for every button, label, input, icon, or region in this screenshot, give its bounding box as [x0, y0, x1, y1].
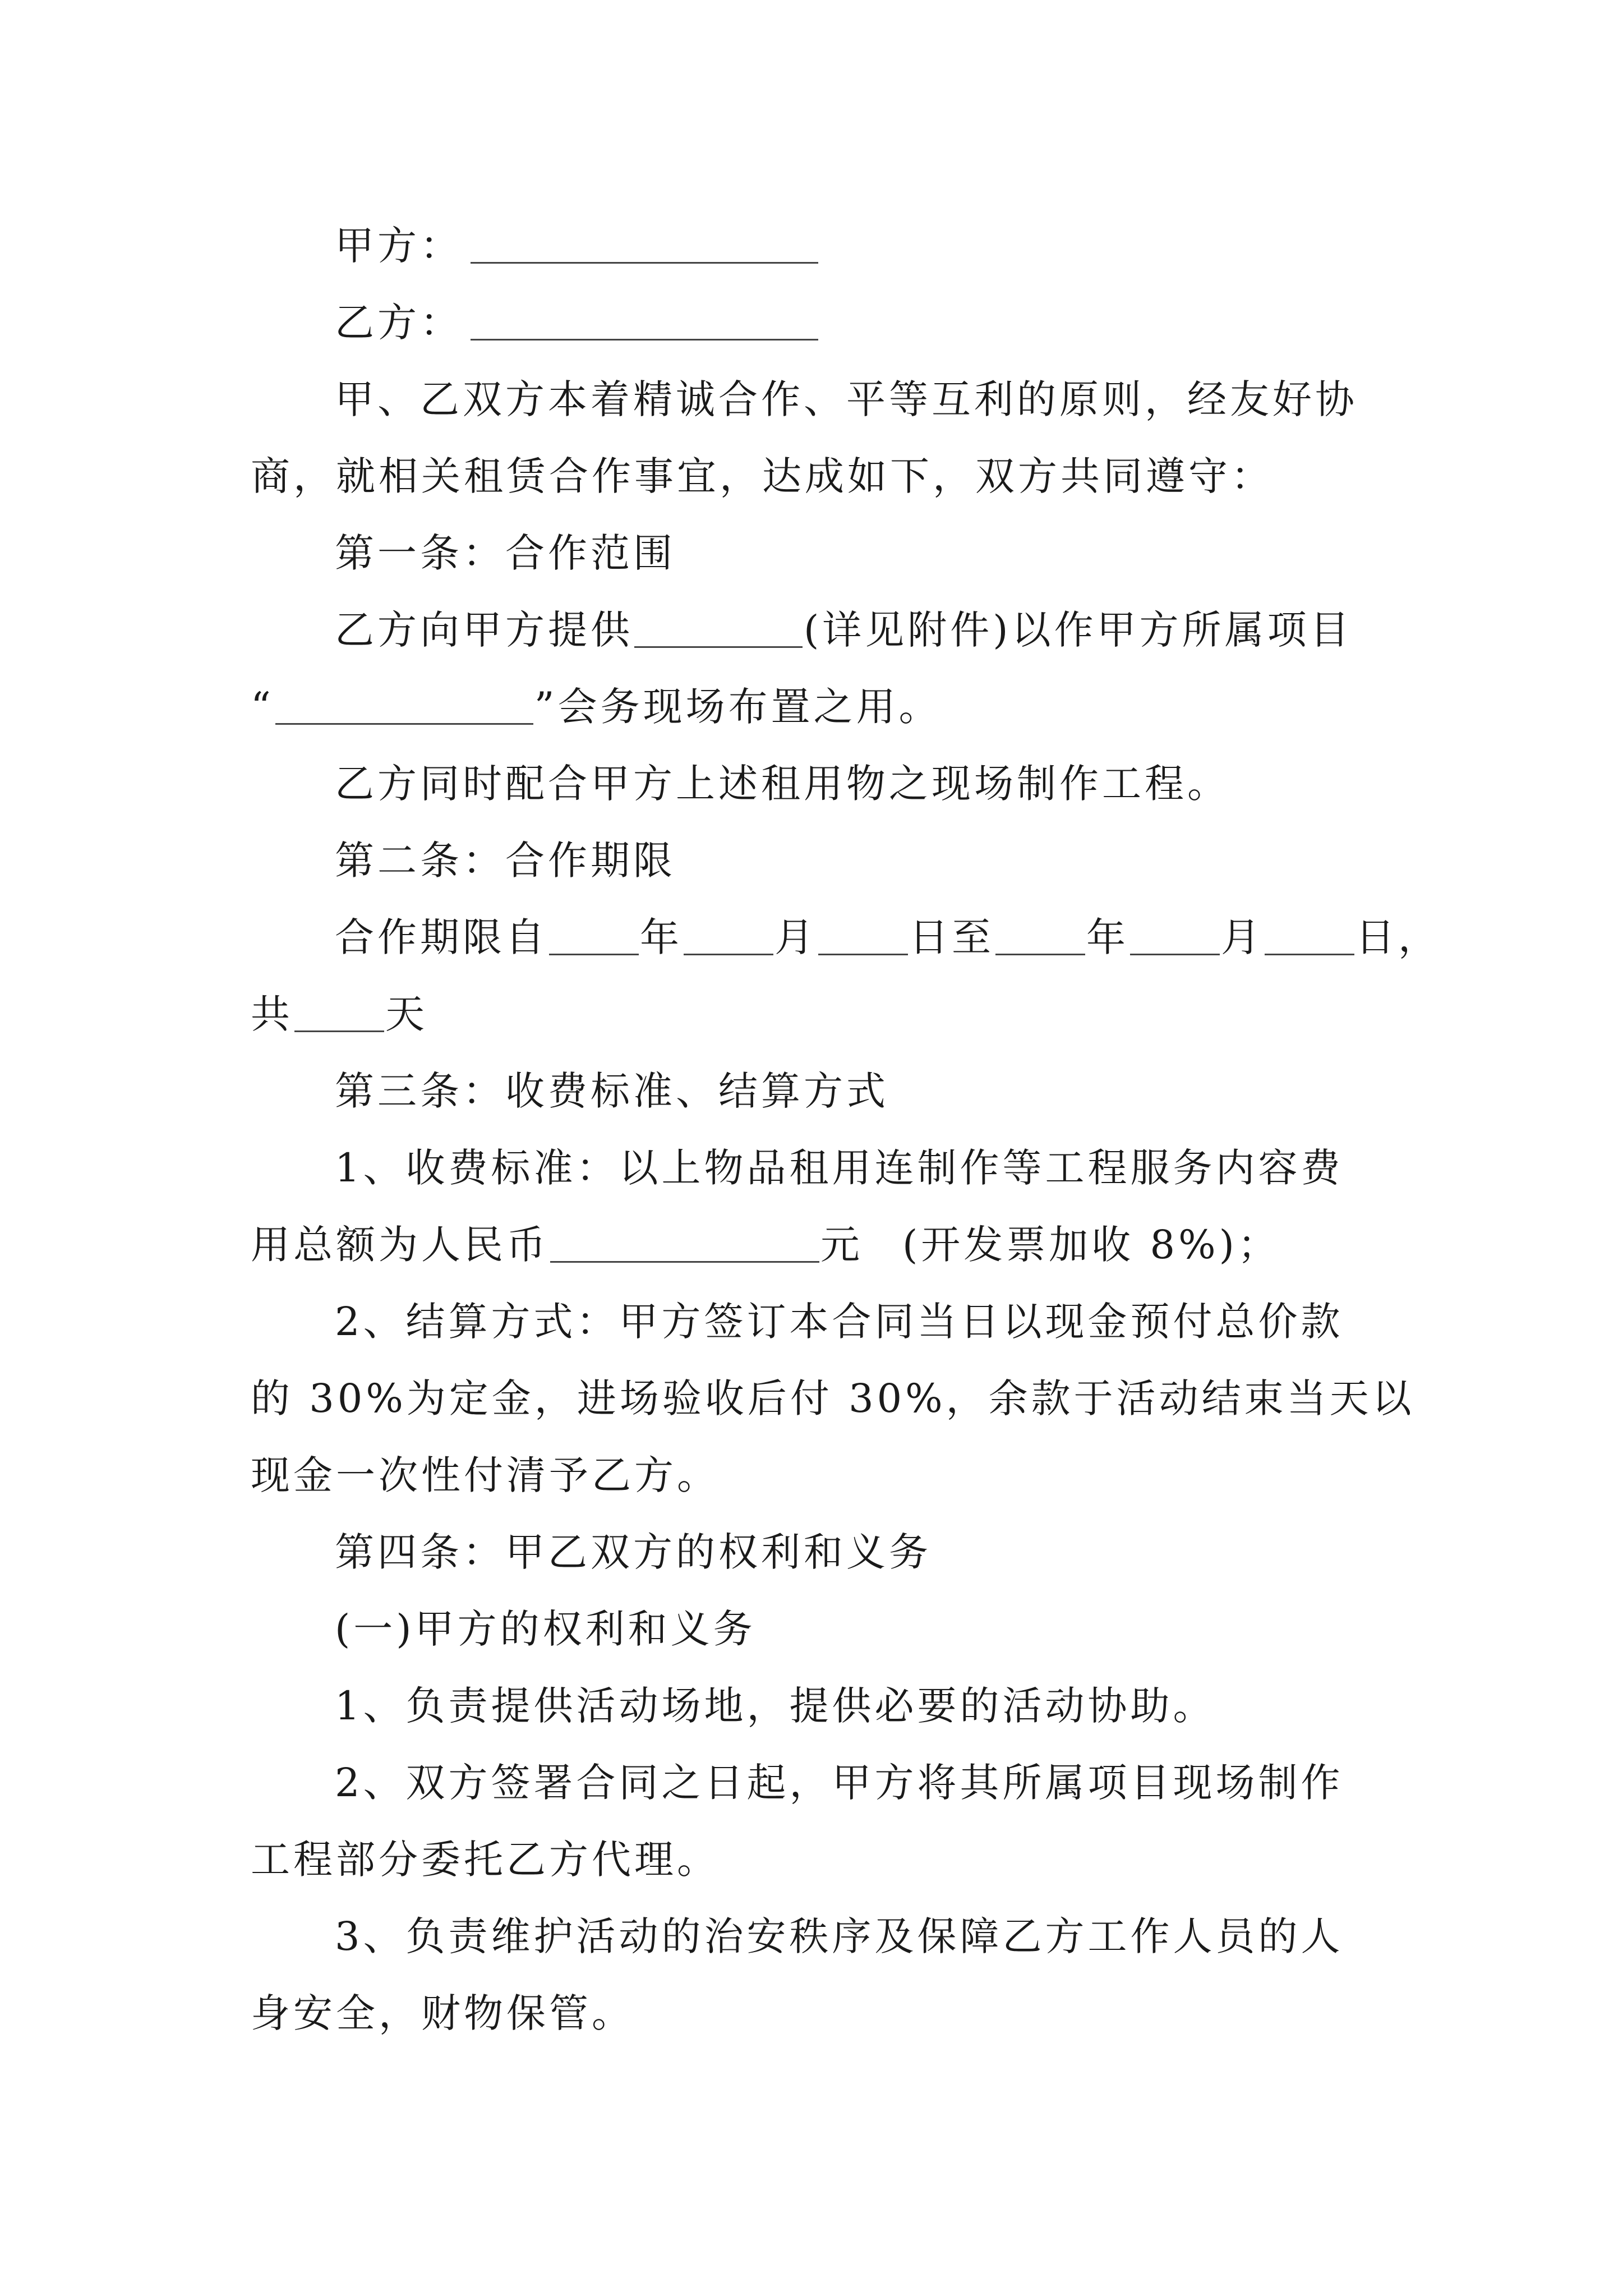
article-4-item-1: 1、负责提供活动场地，提供必要的活动协助。	[335, 1683, 1216, 1729]
article-2-title: 第二条：合作期限	[335, 838, 676, 884]
end-month-blank	[1130, 954, 1220, 955]
item-blank	[634, 646, 803, 648]
intro-line-1: 甲、乙双方本着精诚合作、平等互利的原则，经友好协	[335, 376, 1358, 422]
article-3-para-2-line-3: 现金一次性付清予乙方。	[251, 1452, 720, 1498]
event-name-blank	[275, 723, 533, 725]
text-segment: 月	[774, 914, 817, 960]
text-segment: 合作期限自	[335, 914, 548, 960]
start-year-blank	[549, 954, 639, 955]
text-segment: 共	[251, 991, 293, 1037]
article-3-para-2-line-1: 2、结算方式：甲方签订本合同当日以现金预付总价款	[335, 1299, 1344, 1345]
article-4-title: 第四条：甲乙双方的权利和义务	[335, 1529, 932, 1575]
party-a-blank	[471, 262, 818, 264]
text-segment: 年	[1086, 914, 1129, 960]
text-segment: (开发票加收 8%)；	[902, 1222, 1280, 1268]
amount-blank	[550, 1261, 819, 1263]
text-segment: 日至	[909, 914, 994, 960]
article-2-para-1-line-1	[251, 899, 1441, 976]
article-1-para-2: 乙方同时配合甲方上述租用物之现场制作工程。	[335, 761, 1230, 807]
article-4-subsection-1: (一)甲方的权利和义务	[335, 1606, 756, 1652]
article-2-para-1-line-2	[251, 976, 1384, 1053]
article-1-title: 第一条：合作范围	[335, 530, 676, 576]
end-year-blank	[995, 954, 1085, 955]
open-quote: “	[251, 684, 274, 730]
contract-body	[251, 208, 1441, 2052]
article-4-item-3-line-2: 身安全，财物保管。	[251, 1990, 634, 2036]
article-4-item-2-line-2: 工程部分委托乙方代理。	[251, 1837, 720, 1883]
article-3-para-1-line-1: 1、收费标准：以上物品租用连制作等工程服务内容费	[335, 1145, 1344, 1191]
article-3-para-1-line-2	[251, 1207, 1384, 1283]
article-1-para-1-line-1	[251, 592, 1384, 669]
article-3-title: 第三条：收费标准、结算方式	[335, 1068, 889, 1114]
start-month-blank	[684, 954, 773, 955]
end-day-blank	[1265, 954, 1354, 955]
text-segment: 日，	[1355, 914, 1441, 960]
days-blank	[294, 1030, 384, 1032]
text-segment: (详见附件)以作甲方所属项目	[804, 607, 1353, 653]
party-b-line	[251, 284, 1384, 361]
party-a-label: 甲方：	[335, 223, 463, 269]
intro-line-2: 商，就相关租赁合作事宜，达成如下，双方共同遵守：	[251, 453, 1274, 499]
article-4-item-2-line-1: 2、双方签署合同之日起，甲方将其所属项目现场制作	[335, 1760, 1344, 1806]
text-segment: 乙方向甲方提供	[335, 607, 633, 653]
text-segment: 天	[385, 991, 428, 1037]
party-a-line	[251, 208, 1384, 284]
text-segment: 元	[820, 1222, 863, 1268]
text-segment: 年	[640, 914, 683, 960]
text-segment: 月	[1221, 914, 1264, 960]
party-b-blank	[471, 339, 818, 341]
start-day-blank	[818, 954, 908, 955]
article-1-para-1-line-2	[251, 669, 1384, 746]
text-segment: ”会务现场布置之用。	[534, 684, 942, 730]
article-3-para-2-line-2: 的 30%为定金，进场验收后付 30%，余款于活动结束当天以	[251, 1375, 1415, 1421]
text-segment: 用总额为人民币	[251, 1222, 549, 1268]
party-b-label: 乙方：	[335, 300, 463, 346]
article-4-item-3-line-1: 3、负责维护活动的治安秩序及保障乙方工作人员的人	[335, 1913, 1344, 1959]
